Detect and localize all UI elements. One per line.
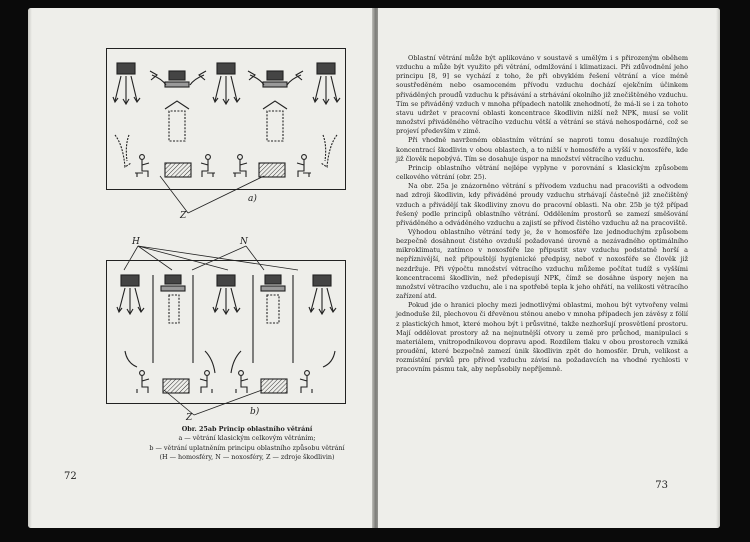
- figure-label-z-top: Z: [180, 211, 187, 221]
- figure-caption: [132, 425, 362, 463]
- left-page: [28, 8, 374, 528]
- caption-line-b: b — větrání uplatněním principu oblastního způsobu větrání: [149, 443, 345, 452]
- caption-title: Obr. 25ab Princip oblastního větrání: [181, 425, 313, 433]
- right-page: [378, 8, 720, 528]
- body-text: [396, 54, 688, 374]
- page-edge-shadow: [716, 8, 720, 528]
- figure-label-h: H: [132, 237, 140, 247]
- figure-label-b: b): [250, 407, 260, 417]
- paragraph: Pokud jde o hranici plochy mezi jednotlivými oblastmi, mohou být vytvořeny velmi jednoduše žil, plechovou či dřevěnou stěnou anebo v mnoha případech jen závěsy z fólií z plastických hmot, které mohou být i průsvitné, takže nezhoršují prosvětlení prostoru. Mají oddělovat prostory až na nejnutnější otvory u země pro průchod, manipulaci s materiálem, vnitropodnikovou dopravu apod. Rozdílem tlaku v obou prostorech vzniká proudění, které bezpečně zamezí únik škodlivin zpět do homosfér. Druh, velikost a rozmístění prvků pro přívod vzduchu závisí na požadavcích na vhodné rychlosti v pracovním pásmu tak, aby nepůsobily nepříjemně.: [396, 301, 688, 374]
- figure-label-z-bottom: Z: [186, 413, 193, 423]
- caption-line-c: (H — homosféry, N — noxosféry, Z — zdroje škodlivin): [159, 453, 335, 462]
- paragraph: Oblastní větrání může být aplikováno v soustavě s umělým i s přirozeným oběhem vzduchu a může být využito při větrání, odmlžování i klimatizaci. Při zdůvodnění jeho principu [8, 9] se vychází z toho, že při obvyklém řešení větrání a více méně soustředěném nebo osamoceném přívodu vzduchu dochází ejekčním účinkem přiváděných proudů vzduchu k přisávání a strhávání okolního již znečištěného vzduchu. Tím se přiváděný vzduch v mnoha případech natolik znehodnotí, že má-li se i za tohoto stavu udržet v pracovní oblasti koncentrace škodlivin nižší než NPK, musí se volit množství přiváděného větracího vzduchu větší a větrání se stává nehospodárné, což se projeví především v zimě.: [396, 54, 688, 136]
- paragraph: Výhodou oblastního větrání tedy je, že v homosféře lze jednoduchým způsobem bezpečně dosáhnout čistého ovzduší požadované úrovně a nezávadného optimálního mikroklimatu, zatímco v noxosféře lze připustit stav vzduchu podstatně horší a nepříznivější, než připouštějí hygienické předpisy, neboť v noxosféře se člověk již nezdržuje. Při výpočtu množství větracího vzduchu můžeme počítat tudíž s vyššími koncentracemi škodlivin, než předepisují NPK, čímž se dosáhne úspory nejen na množství větracího vzduchu, ale i na spotřebě tepla k jeho ohřátí, na velikosti větracího zařízení atd.: [396, 227, 688, 301]
- page-number-right: 73: [655, 480, 668, 491]
- paragraph: Princip oblastního větrání nejlépe vyplyne v porovnání s klasickým způsobem celkového větrání (obr. 25).: [396, 163, 688, 182]
- figure-label-a: a): [248, 194, 257, 204]
- paragraph: Při vhodně navrženém oblastním větrání se naproti tomu dosahuje rozdílných koncentrací škodlivin v obou oblastech, a to nižší v homosféře a vyšší v noxosféře, kde již člověk nepobývá. Tím se dosahuje úspor na množství větracího vzduchu.: [396, 136, 688, 163]
- caption-line-a: a — větrání klasickým celkovým větráním;: [178, 434, 316, 443]
- paragraph: Na obr. 25a je znázorněno větrání s přívodem vzduchu nad pracovišti a odvodem nad zdroji škodlivin, kdy přiváděné proudy vzduchu strhávají částečně již znečištěný vzduch a přivádějí tak škodliviny znovu do pracovní oblasti. Na obr. 25b je týž případ řešený podle principů oblastního větrání. Oddělením prostorů se zamezí směšování přiváděného a odváděného vzduchu a zajistí se přívod čistého vzduchu až na pracoviště.: [396, 182, 688, 227]
- figure-label-n: N: [240, 237, 248, 247]
- page-number-left: 72: [64, 471, 77, 482]
